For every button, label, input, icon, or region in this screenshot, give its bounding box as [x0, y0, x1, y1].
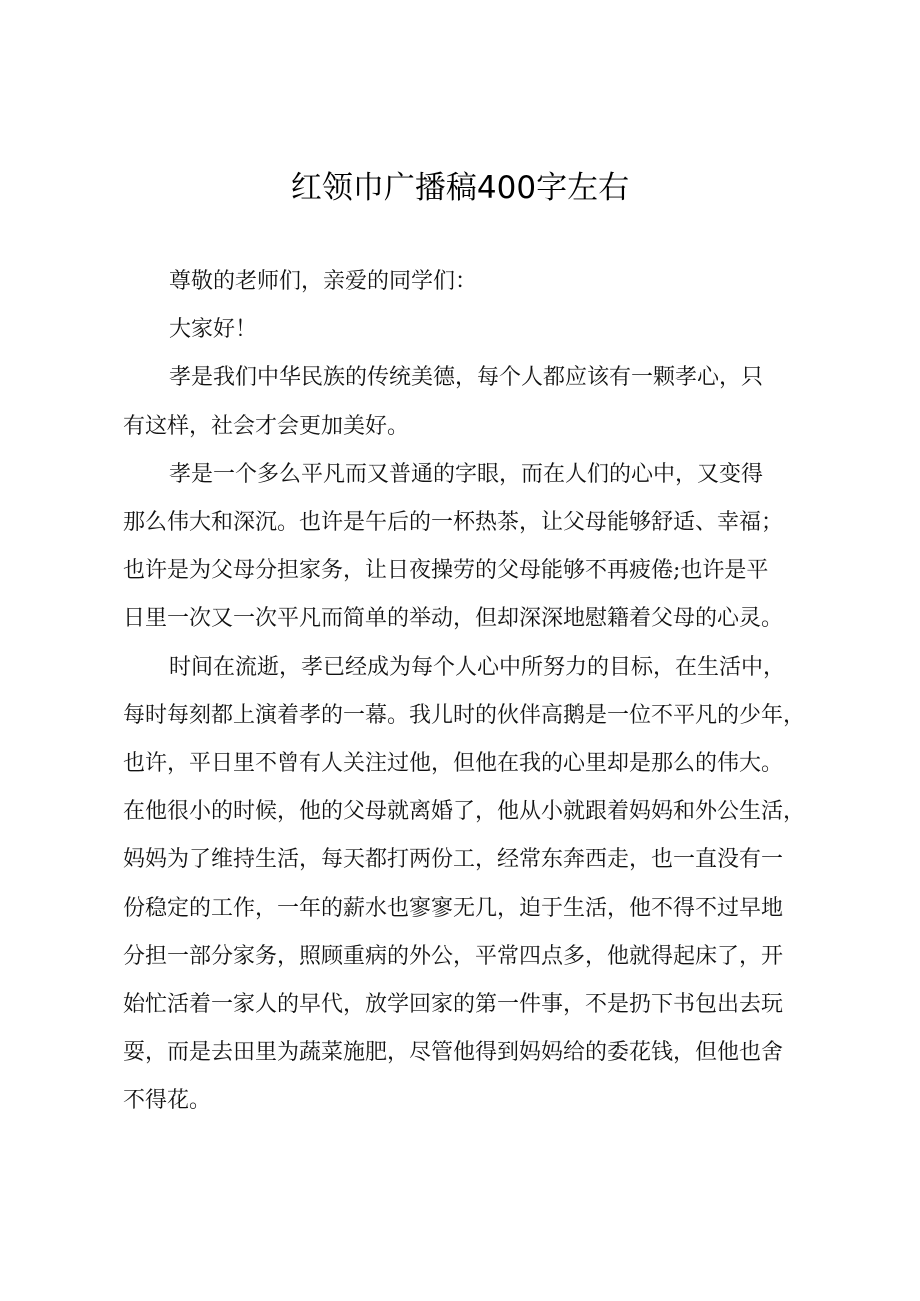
body-paragraph: 孝是一个多么平凡而又普通的字眼，而在人们的心中，又变得 那么伟大和深沉。也许是午后的一杯热茶，让父母能够舒适、幸福； 也许是为父母分担家务，让日夜操劳的父母能够不再疲倦;也许是平 日里一次又一次平凡而简单的举动，但却深深地慰籍着父母的心灵。 — [123, 461, 784, 632]
body-paragraph: 时间在流逝，孝已经成为每个人心中所努力的目标，在生活中， 每时每刻都上演着孝的一幕。我儿时的伙伴高鹅是一位不平凡的少年， 也许，平日里不曾有人关注过他，但他在我的心里却是那么的伟大。 在他很小的时候，他的父母就离婚了，他从小就跟着妈妈和外公生活， 妈妈为了维持生活，每天都打两份工，经常东奔西走，也一直没有一 份稳定的工作，一年的薪水也寥寥无几，迫于生活，他不得不过早地 分担一部分家务，照顾重病的外公，平常四点多，他就得起床了，开 始忙活着一家人的早代，放学回家的第一件事，不是扔下书包出去玩 耍，而是去田里为蔬菜施肥，尽管他得到妈妈给的委花钱，但他也舍 不得花。 — [123, 654, 806, 1114]
document-title: 红领巾广播稿400字左右 — [290, 170, 630, 206]
greeting-paragraph: 大家好！ — [169, 317, 258, 343]
body-paragraph: 孝是我们中华民族的传统美德，每个人都应该有一颗孝心，只 有这样，社会才会更加美好。 — [123, 365, 764, 439]
salutation-paragraph: 尊敬的老师们，亲爱的同学们： — [169, 269, 478, 294]
document-body — [123, 258, 813, 1126]
